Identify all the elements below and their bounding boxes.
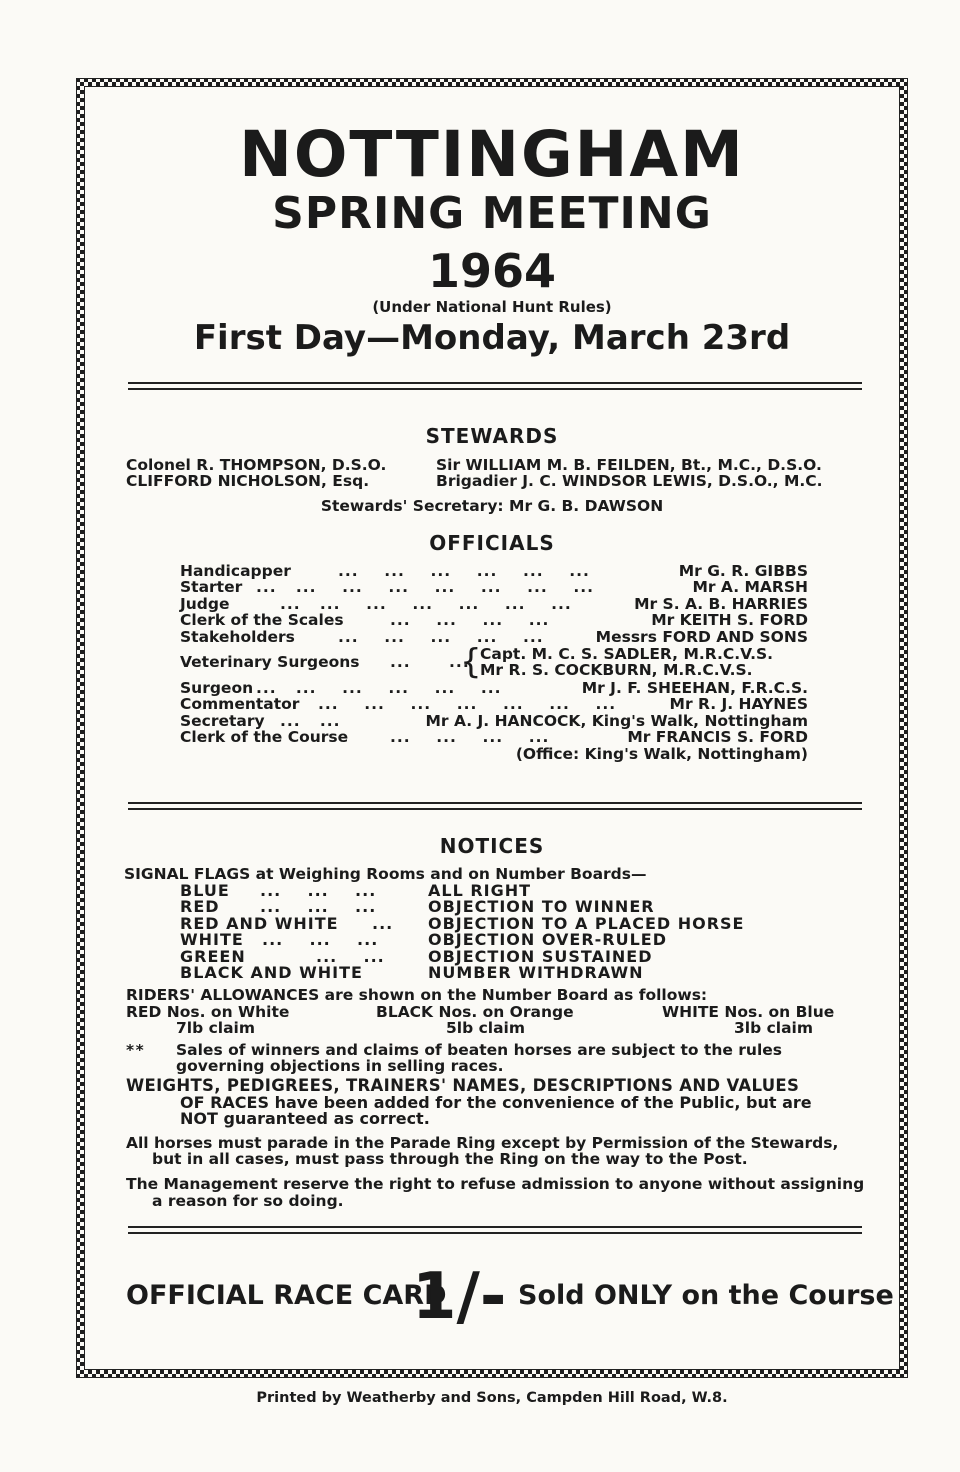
official-name: Mr R. J. HAYNES [669,695,808,713]
flag-meaning: OBJECTION SUSTAINED [428,947,653,966]
official-row [180,713,808,729]
divider-rule [128,802,862,810]
official-role: Surgeon [180,679,254,697]
sales-notice: Sales of winners and claims of beaten horses are subject to the rules [176,1041,782,1059]
price-label: 1/- [412,1260,507,1334]
allowance-claim: 5lb claim [446,1019,526,1037]
flag-name: BLACK AND WHITE [180,963,363,982]
flag-meaning: OBJECTION TO WINNER [428,897,655,916]
official-row [180,642,808,682]
management-notice: The Management reserve the right to refuse admission to anyone without assigning [126,1175,865,1193]
sales-notice: governing objections in selling races. [176,1057,504,1075]
leader-dots: ... ... ... ... ... ... ... [318,695,617,713]
official-name: Mr A. J. HANCOCK, King's Walk, Nottingham [425,712,808,730]
official-row [180,612,808,628]
official-name: Messrs FORD AND SONS [595,628,808,646]
brace-icon: { [460,642,482,682]
official-name: Mr FRANCIS S. FORD [627,728,808,746]
management-notice: a reason for so doing. [152,1192,344,1210]
official-row [180,729,808,745]
weights-notice: NOT guaranteed as correct. [180,1109,430,1128]
flag-meaning: ALL RIGHT [428,881,532,900]
leader-dots: ... ... [390,653,470,671]
official-name: Mr KEITH S. FORD [651,611,808,629]
meeting-year: 1964 [427,244,557,298]
official-role: Judge [180,595,230,613]
notices-heading: NOTICES [439,834,545,858]
official-row [180,680,808,696]
divider-rule [128,382,862,390]
leader-dots: ... ... [316,947,385,966]
official-row [180,629,808,645]
leader-dots: ... ... ... ... ... ... ... [280,595,572,613]
flag-name: RED AND WHITE [180,914,339,933]
signal-flags-intro: SIGNAL FLAGS at Weighing Rooms and on Number Boards— [124,865,647,883]
leader-dots: ... ... ... ... ... ... ... ... [256,578,595,596]
official-role: Commentator [180,695,300,713]
official-row [180,696,808,712]
leader-dots: ... ... ... [262,930,379,949]
sold-only-label: Sold ONLY on the Course [518,1280,894,1311]
parade-notice: All horses must parade in the Parade Ring except by Permission of the Stewards, [126,1134,839,1152]
flag-meaning: OBJECTION OVER-RULED [428,930,668,949]
stewards-heading: STEWARDS [425,424,559,448]
official-name: Mr R. S. COCKBURN, M.R.C.V.S. [480,661,753,679]
weights-notice: OF RACES have been added for the convenience of the Public, but are [180,1093,812,1112]
flag-meaning: OBJECTION TO A PLACED HORSE [428,914,745,933]
leader-dots: ... ... ... ... [390,728,550,746]
official-role: Clerk of the Scales [180,611,344,629]
official-name: Mr J. F. SHEEHAN, F.R.C.S. [581,679,808,697]
leader-dots: ... ... ... [260,897,377,916]
official-address: (Office: King's Walk, Nottingham) [515,745,808,763]
printer-imprint: Printed by Weatherby and Sons, Campden Hill Road, W.8. [256,1390,728,1406]
allowance-label: WHITE Nos. on Blue [662,1003,835,1021]
leader-dots: ... ... ... ... ... ... [338,562,590,580]
stewards-secretary: Stewards' Secretary: Mr G. B. DAWSON [320,497,664,515]
official-name: Mr S. A. B. HARRIES [634,595,808,613]
flag-name: RED [180,897,220,916]
official-name: Capt. M. C. S. SADLER, M.R.C.V.S. [480,645,774,663]
leader-dots: ... ... [280,712,341,730]
officials-heading: OFFICIALS [429,531,555,555]
flag-name: GREEN [180,947,246,966]
allowance-label: RED Nos. on White [126,1003,290,1021]
allowance-claim: 3lb claim [734,1019,814,1037]
asterism-icon: * * [126,1041,144,1059]
official-race-card-label: OFFICIAL RACE CARD [126,1280,447,1311]
leader-dots: ... [372,914,394,933]
leader-dots: ... ... ... [260,881,377,900]
official-role: Handicapper [180,562,291,580]
official-name: Mr A. MARSH [692,578,808,596]
official-role: Clerk of the Course [180,728,349,746]
official-row [180,596,808,612]
divider-rule [128,1226,862,1234]
leader-dots: ... ... ... ... ... [338,628,544,646]
meeting-subtitle: SPRING MEETING [272,188,712,239]
official-row [180,579,808,595]
day-date: First Day—Monday, March 23rd [193,318,791,358]
steward-name: Brigadier J. C. WINDSOR LEWIS, D.S.O., M.C. [436,472,823,490]
steward-name: Sir WILLIAM M. B. FEILDEN, Bt., M.C., D.S.O. [436,456,822,474]
official-name: Mr G. R. GIBBS [678,562,808,580]
official-role: Starter [180,578,243,596]
steward-name: Colonel R. THOMPSON, D.S.O. [126,456,387,474]
allowance-label: BLACK Nos. on Orange [376,1003,574,1021]
parade-notice: but in all cases, must pass through the Ring on the way to the Post. [152,1150,748,1168]
flag-name: WHITE [180,930,244,949]
official-row [180,746,808,762]
riders-allowances-intro: RIDERS' ALLOWANCES are shown on the Number Board as follows: [126,986,708,1004]
flag-meaning: NUMBER WITHDRAWN [428,963,644,982]
page-title: NOTTINGHAM [239,118,745,191]
official-row [180,563,808,579]
leader-dots: ... ... ... ... ... ... [256,679,502,697]
weights-notice: WEIGHTS, PEDIGREES, TRAINERS' NAMES, DESCRIPTIONS AND VALUES [126,1076,800,1095]
official-role: Veterinary Surgeons [180,653,360,671]
rules-note: (Under National Hunt Rules) [372,298,612,316]
leader-dots: ... ... ... ... [390,611,550,629]
official-role: Secretary [180,712,265,730]
allowance-claim: 7lb claim [176,1019,256,1037]
steward-name: CLIFFORD NICHOLSON, Esq. [126,472,370,490]
official-role: Stakeholders [180,628,295,646]
flag-name: BLUE [180,881,230,900]
